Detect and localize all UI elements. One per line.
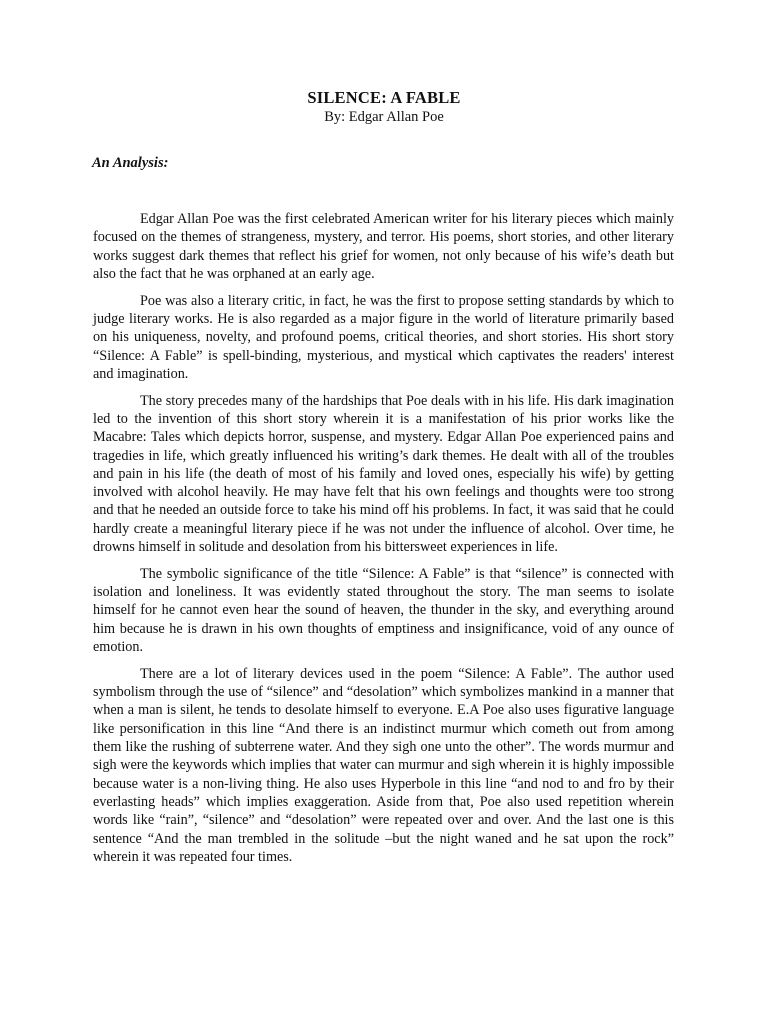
- paragraph-3: The story precedes many of the hardships that Poe deals with in his life. His dark imagination led to the invention of this short story wherein it is a manifestation of his prior works like the Macabre: Tales which depicts horror, suspense, and mystery. Edgar Allan Poe experienced pains and tragedies in life, which greatly influenced his writing’s dark themes. He dealt with all of the troubles and pain in his life (the death of most of his family and loved ones, especially his wife) by getting involved with alcohol heavily. He may have felt that his own feelings and thoughts were too strong and that he needed an outside force to take his mind off his problems. In fact, it was said that he could hardly create a meaningful literary piece if he was not under the influence of alcohol. Over time, he drowns himself in solitude and desolation from his bittersweet experiences in life.: [93, 392, 674, 556]
- page-title: SILENCE: A FABLE: [307, 88, 461, 107]
- paragraph-1: Edgar Allan Poe was the first celebrated American writer for his literary pieces which mainly focused on the themes of strangeness, mystery, and terror. His poems, short stories, and other literary works suggest dark themes that reflect his grief for women, not only because of his wife’s death but also the fact that he was orphaned at an early age.: [93, 211, 674, 282]
- paragraph-5: There are a lot of literary devices used in the poem “Silence: A Fable”. The author used symbolism through the use of “silence” and “desolation” which symbolizes mankind in a manner that when a man is silent, he tends to desolate himself to everyone. E.A Poe also uses figurative language like personification in this line “And there is an indistinct murmur which cometh out from among them like the rushing of subterrene water. And they sigh one unto the other”. The words murmur and sigh were the keywords which implies that water can murmur and sigh wherein it is highly impossible because water is a non-living thing. He also uses Hyperbole in this line “and nod to and fro by their everlasting heads” which implies exaggeration. Aside from that, Poe also used repetition wherein words like “rain”, “silence” and “desolation” were repeated over and over. And the last one is this sentence “And the man trembled in the solitude –but the night waned and he sat upon the rock” wherein it was repeated four times.: [93, 665, 674, 865]
- analysis-body: [93, 210, 674, 875]
- author-byline: By: Edgar Allan Poe: [324, 109, 444, 125]
- section-heading: An Analysis:: [92, 155, 169, 171]
- paragraph-2: Poe was also a literary critic, in fact, he was the first to propose setting standards by which to judge literary works. He is also regarded as a major figure in the world of literature primarily based on his uniqueness, novelty, and profound poems, critical theories, and short stories. His short story “Silence: A Fable” is spell-binding, mysterious, and mystical which captivates the readers' interest and imagination.: [93, 292, 674, 382]
- paragraph-4: The symbolic significance of the title “Silence: A Fable” is that “silence” is connected with isolation and loneliness. It was evidently stated throughout the story. The man seems to isolate himself for he cannot even hear the sound of heaven, the thunder in the sky, and everything around him because he is drawn in his own thoughts of emptiness and insignificance, void of any ounce of emotion.: [93, 565, 674, 656]
